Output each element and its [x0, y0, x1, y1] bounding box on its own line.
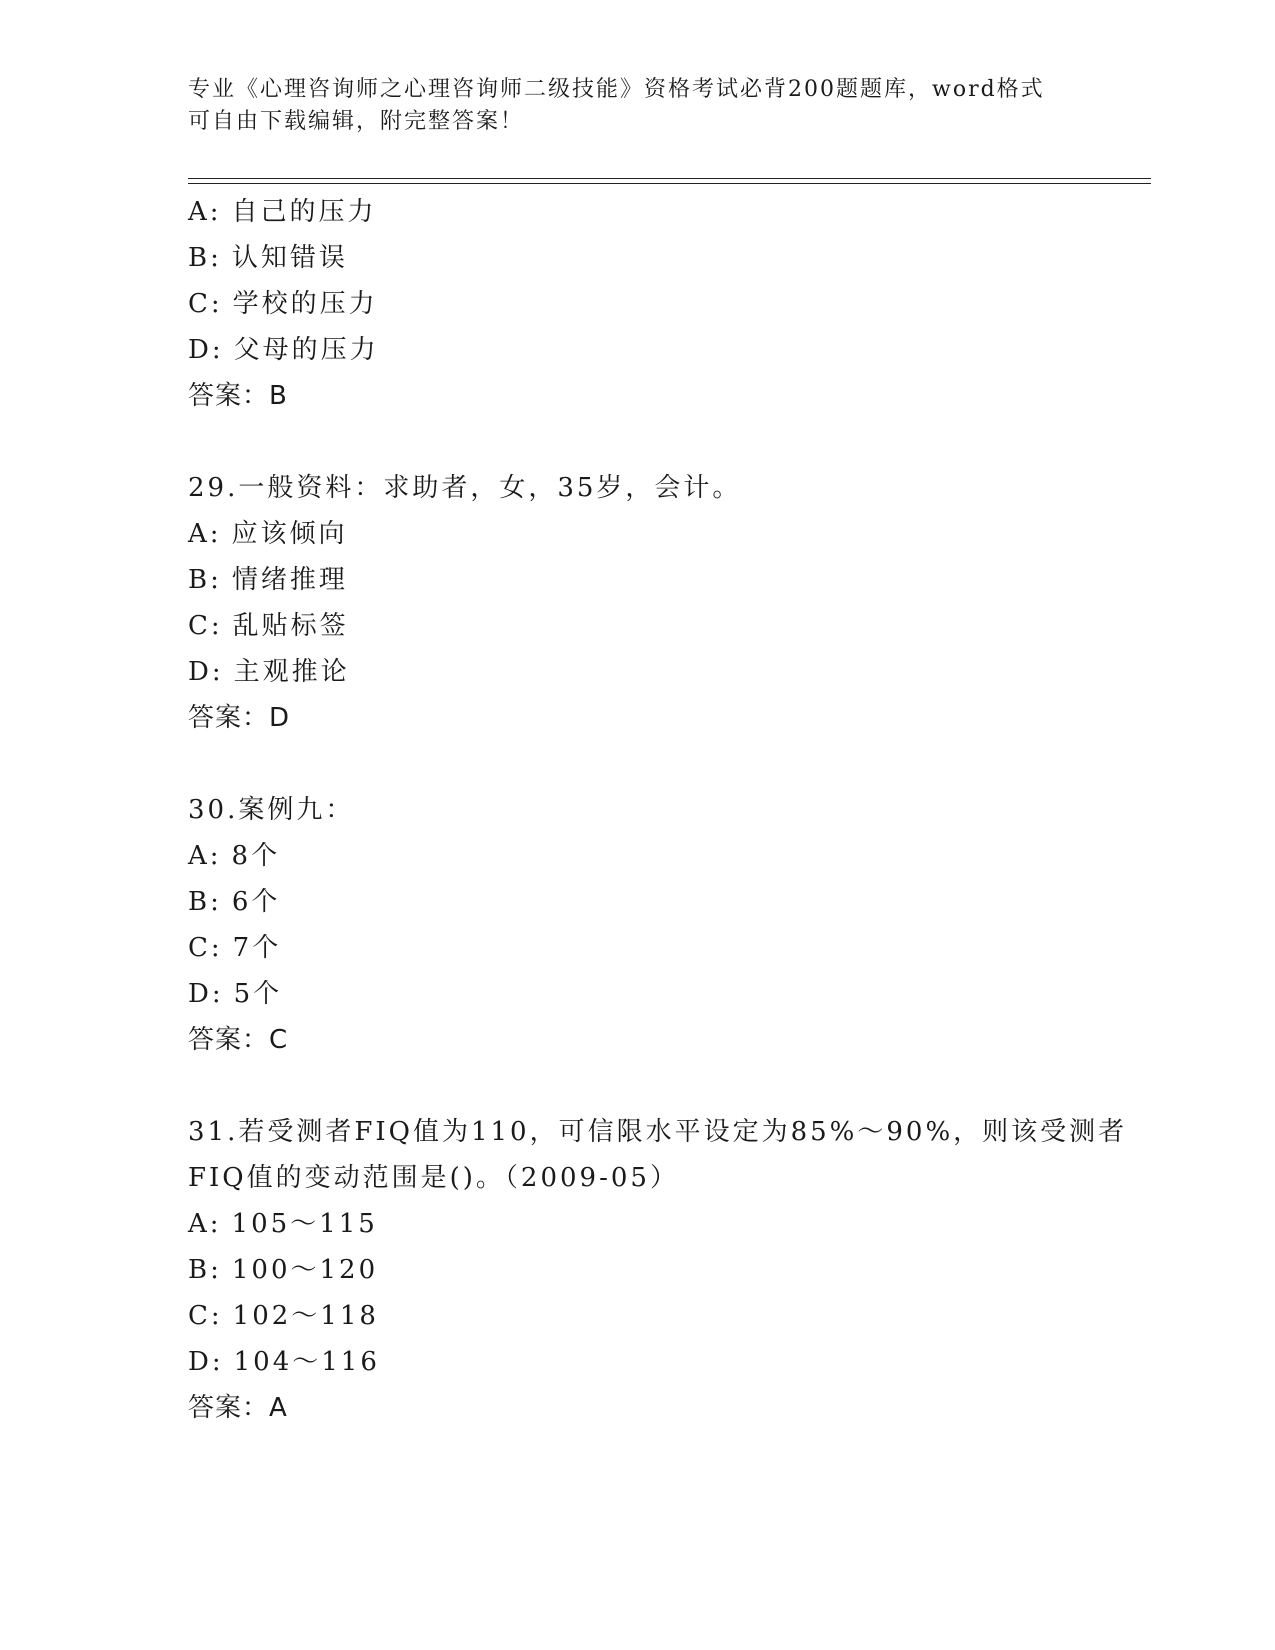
option-b [188, 235, 1128, 281]
option-text: 105～115 [231, 1209, 378, 1239]
option-letter: B: [188, 243, 222, 273]
option-text: 102～118 [232, 1301, 379, 1331]
question-list [188, 189, 1128, 1431]
header-line-2: 可自由下载编辑，附完整答案！ [188, 109, 525, 134]
option-letter: C: [188, 289, 223, 319]
option-letter: A: [188, 197, 222, 227]
question-text: 29.一般资料：求助者，女，35岁，会计。 [188, 473, 742, 503]
answer-line: 答案：B [188, 381, 288, 411]
header-rule-top [188, 178, 1151, 179]
document-header [188, 74, 1088, 138]
option-letter: D: [188, 979, 224, 1009]
option-a [188, 511, 1128, 557]
answer-line: 答案：C [188, 1025, 289, 1055]
block-spacer [188, 419, 1128, 465]
question-block [188, 1109, 1128, 1431]
option-text: 104～116 [233, 1347, 380, 1377]
option-letter: A: [188, 1209, 222, 1239]
option-text: 学校的压力 [232, 289, 378, 319]
option-text: 父母的压力 [233, 335, 379, 365]
option-c [188, 1293, 1128, 1339]
option-text: 认知错误 [231, 243, 348, 273]
option-letter: D: [188, 657, 224, 687]
option-letter: B: [188, 565, 222, 595]
header-rule-bottom [188, 183, 1151, 184]
question-text-continued: FIQ值的变动范围是()。（2009-05） [188, 1163, 679, 1193]
option-a [188, 1201, 1128, 1247]
option-text: 应该倾向 [231, 519, 348, 549]
question-text: 31.若受测者FIQ值为110，可信限水平设定为85%～90%，则该受测者 [188, 1117, 1128, 1147]
option-c [188, 281, 1128, 327]
option-text: 7个 [232, 933, 282, 963]
option-a [188, 189, 1128, 235]
option-d [188, 327, 1128, 373]
question-block [188, 787, 1128, 1063]
option-b [188, 557, 1128, 603]
option-c [188, 603, 1128, 649]
option-letter: C: [188, 611, 223, 641]
answer-line: 答案：D [188, 703, 291, 733]
option-text: 8个 [231, 841, 281, 871]
question-block [188, 189, 1128, 419]
option-d [188, 649, 1128, 695]
option-c [188, 925, 1128, 971]
question-text: 30.案例九： [188, 795, 355, 825]
option-letter: D: [188, 1347, 224, 1377]
option-b [188, 1247, 1128, 1293]
option-letter: C: [188, 1301, 223, 1331]
option-letter: A: [188, 519, 222, 549]
option-b [188, 879, 1128, 925]
option-text: 5个 [233, 979, 283, 1009]
option-letter: A: [188, 841, 222, 871]
option-letter: D: [188, 335, 224, 365]
option-a [188, 833, 1128, 879]
option-d [188, 971, 1128, 1017]
option-text: 情绪推理 [231, 565, 348, 595]
header-line-1: 专业《心理咨询师之心理咨询师二级技能》资格考试必背200题题库，word格式 [188, 77, 1045, 102]
answer-line: 答案：A [188, 1393, 288, 1423]
option-text: 100～120 [231, 1255, 379, 1285]
option-d [188, 1339, 1128, 1385]
option-text: 自己的压力 [231, 197, 377, 227]
block-spacer [188, 1063, 1128, 1109]
option-letter: B: [188, 1255, 222, 1285]
option-text: 6个 [231, 887, 281, 917]
option-letter: B: [188, 887, 222, 917]
question-block [188, 465, 1128, 741]
option-text: 主观推论 [233, 657, 350, 687]
option-letter: C: [188, 933, 223, 963]
block-spacer [188, 741, 1128, 787]
option-text: 乱贴标签 [232, 611, 349, 641]
